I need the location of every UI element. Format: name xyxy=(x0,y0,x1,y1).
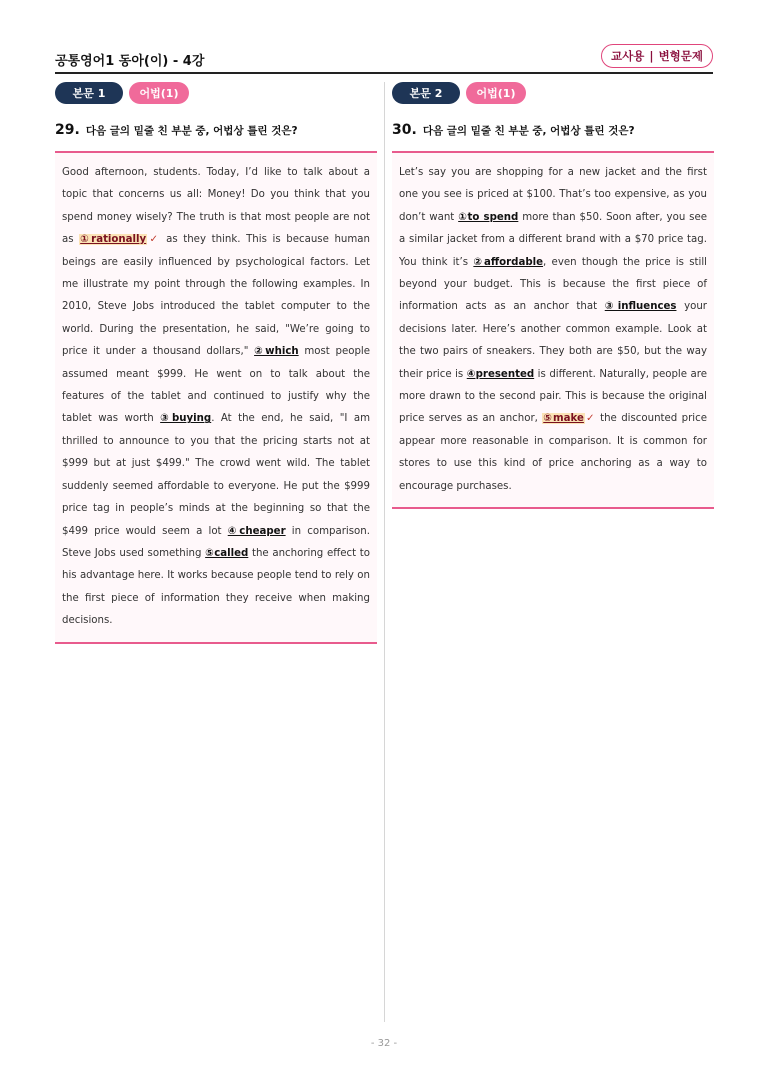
choice-4: ④presented xyxy=(466,368,535,380)
question-number: 29. xyxy=(55,122,80,138)
passage-text: as they think. This is because human beings are easily influenced by psychological factors. Let me illustrate my point through the following examples. In 2010, Steve Jobs introduced the tablet computer to the world. During the presentation, he said, "We’re going to price it under a thousand dollars," xyxy=(62,234,370,358)
type-pill: 어법(1) xyxy=(129,82,189,104)
passage-text: in comparison. Steve Jobs used something xyxy=(62,525,370,559)
passage-29 xyxy=(55,153,377,642)
passage-text: . At the end, he said, "I am thrilled to announce to you that the pricing starts not at $999 but at just $499." The crowd went wild. The tablet suddenly seemed affordable to everyone. He put the $999 price tag in people’s minds at the beginning so that the $499 price would seem a lot xyxy=(62,413,370,537)
passage-text: Let’s say you are shopping for a new jacket and the first one you see is priced at $100. That’s too expensive, as you don’t want xyxy=(399,167,707,223)
passage-text: Good afternoon, students. Today, I’d like to talk about a topic that concerns us all: Money! Do you think that you spend money wisely? The truth is that most people are not as xyxy=(62,167,370,246)
choice-3: ③influences xyxy=(604,301,677,313)
passage-text: your decisions later. Here’s another common example. Look at the two pairs of sneakers. They both are $50, but the way their price is xyxy=(399,301,707,380)
passage-text: more than $50. Soon after, you see a similar jacket from a different brand with a $70 price tag. You think it’s xyxy=(399,211,707,268)
question-30-tags xyxy=(392,82,714,104)
type-pill: 어법(1) xyxy=(466,82,526,104)
question-text: 다음 글의 밑줄 친 부분 중, 어법상 틀린 것은? xyxy=(422,125,635,137)
section-pill: 본문 2 xyxy=(392,82,460,104)
check-icon: ✓ xyxy=(584,413,596,425)
choice-1-answer: ①rationally xyxy=(80,234,147,246)
choice-4: ④cheaper xyxy=(227,525,286,537)
badge-separator: | xyxy=(649,49,654,63)
page-number: - 32 - xyxy=(370,1038,398,1049)
badge-teacher-label: 교사용 xyxy=(611,49,645,63)
choice-2: ②which xyxy=(254,346,299,358)
check-icon: ✓ xyxy=(147,234,161,246)
section-pill: 본문 1 xyxy=(55,82,123,104)
choice-5: ⑤called xyxy=(205,547,249,559)
passage-text: the discounted price appear more reasonable in comparison. It is common for stores to use this kind of price anchoring as a way to encourage purchases. xyxy=(399,413,707,492)
choice-5-answer: ⑤make xyxy=(543,413,584,425)
column-divider xyxy=(384,82,385,1022)
passage-text: the anchoring effect to his advantage here. It works because people tend to rely on the first piece of information they receive when making decisions. xyxy=(62,547,370,627)
passage-text: is different. Naturally, people are more drawn to the second pair. This is because the original price serves as an anchor, xyxy=(399,368,708,425)
page-header xyxy=(55,44,713,72)
passage-30 xyxy=(392,153,714,507)
choice-2: ②affordable xyxy=(473,256,544,268)
question-30-prompt xyxy=(392,122,714,142)
passage-text: most people assumed meant $999. He went on to talk about the features of the tablet and continued to justify why the tablet was worth xyxy=(62,346,371,425)
passage-bottom-rule xyxy=(392,507,714,509)
passage-bottom-rule xyxy=(55,642,377,644)
question-29-tags xyxy=(55,82,377,104)
header-rule xyxy=(55,72,713,74)
choice-3: ③buying xyxy=(160,413,212,425)
badge-type-label: 변형문제 xyxy=(658,49,703,63)
question-30-column xyxy=(392,82,714,509)
edition-badge xyxy=(601,44,713,68)
page-title: 공통영어1 동아(이) - 4강 xyxy=(55,54,205,69)
question-text: 다음 글의 밑줄 친 부분 중, 어법상 틀린 것은? xyxy=(85,125,298,137)
choice-1: ①to spend xyxy=(458,211,519,223)
question-number: 30. xyxy=(392,122,417,138)
passage-text: , even though the price is still beyond your budget. This is because the first piece of information acts as an anchor that xyxy=(399,256,707,313)
question-29-prompt xyxy=(55,122,377,142)
question-29-column xyxy=(55,82,377,644)
